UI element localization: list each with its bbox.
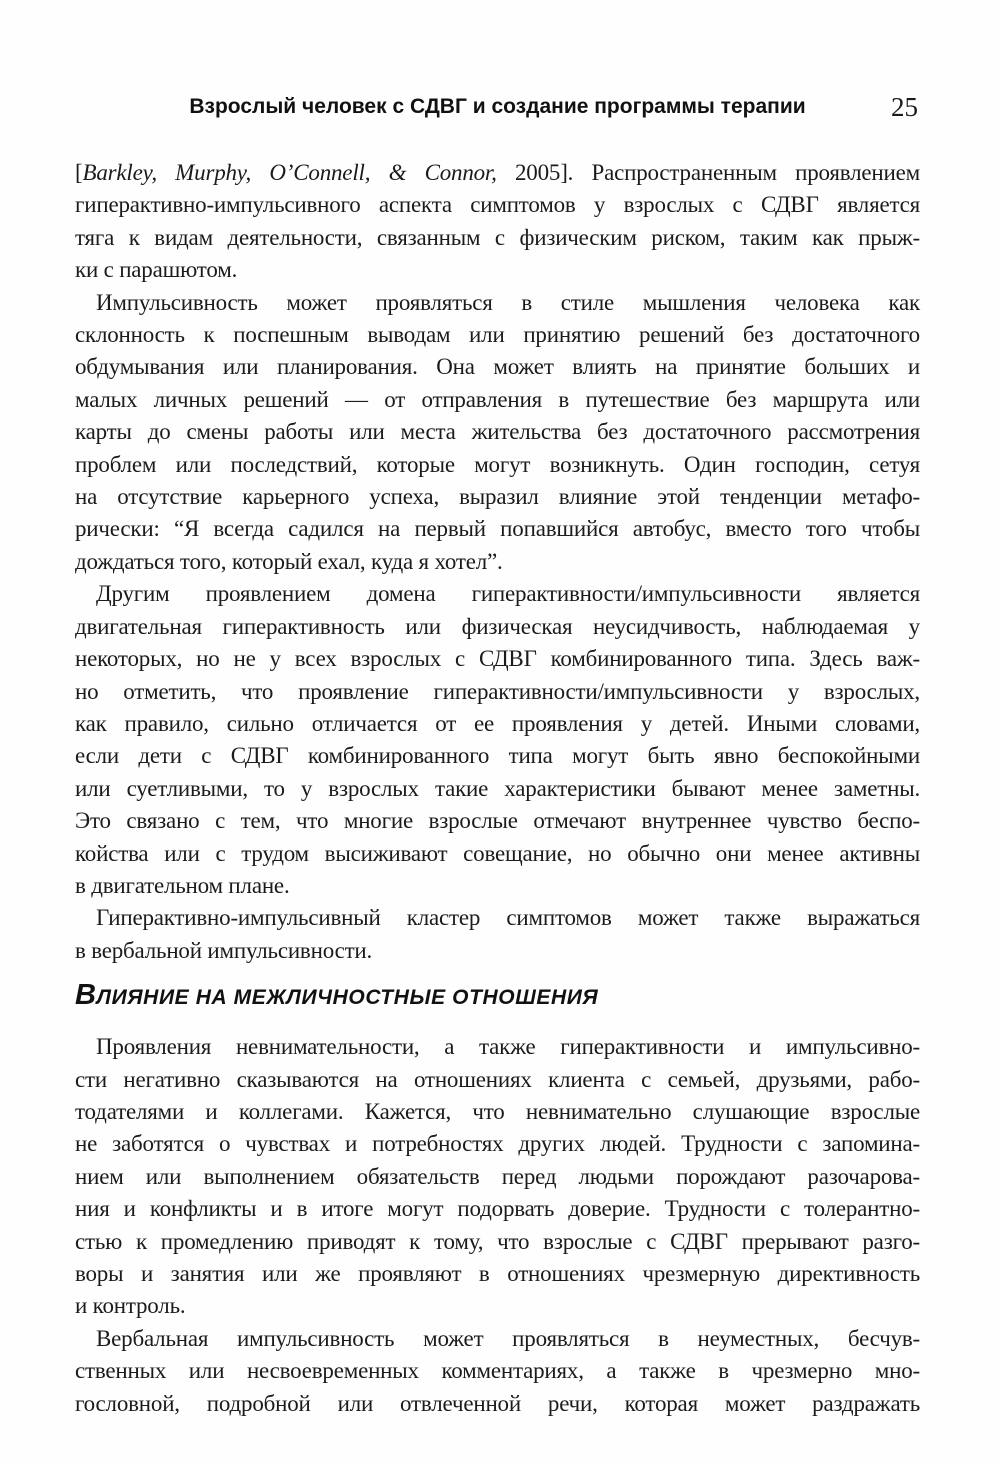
text-line: тодателями и коллегами. Кажется, что невнимательно слушающие взрослые <box>75 1098 920 1124</box>
text-line: Это связано с тем, что многие взрослые отмечают внутреннее чувство беспо- <box>75 808 920 834</box>
text-line: или суетливыми, то у взрослых такие характеристики бывают менее заметны. <box>75 775 920 801</box>
text-line: двигательная гиперактивность или физическая неусидчивость, наблюдаемая у <box>75 613 920 639</box>
text-line: в двигательном плане. <box>75 872 290 898</box>
page-number: 25 <box>891 92 918 122</box>
text-line: не заботятся о чувствах и потребностях других людей. Трудности с запомина- <box>75 1131 920 1157</box>
text-line: если дети с СДВГ комбинированного типа могут быть явно беспокойными <box>75 743 920 769</box>
text-line: карты до смены работы или места жительства без достаточного рассмотрения <box>75 419 920 445</box>
text-line: гословной, подробной или отвлеченной речи, которая может раздражать <box>75 1390 920 1416</box>
chapter-title: Взрослый человек с СДВГ и создание программы терапии <box>189 95 806 118</box>
text-line: тяга к видам деятельности, связанным с физическим риском, таким как прыж- <box>75 224 920 250</box>
paragraph <box>75 287 920 579</box>
text-line: проблем или последствий, которые могут возникнуть. Один господин, сетуя <box>75 451 920 477</box>
running-header <box>75 92 920 124</box>
paragraph <box>75 1031 920 1323</box>
text-line: гиперактивно-импульсивного аспекта симптомов у взрослых с СДВГ является <box>75 192 920 218</box>
text-line: ния и конфликты и в итоге могут подорвать доверие. Трудности с толерантно- <box>75 1196 920 1222</box>
text-line: рически: “Я всегда садился на первый попавшийся автобус, вместо того чтобы <box>75 516 920 542</box>
text-line: [Barkley, Murphy, O’Connell, & Connor, 2005]. Распространенным проявлением <box>75 160 920 185</box>
text-line: ки с парашютом. <box>75 257 238 283</box>
text-line: воры и занятия или же проявляют в отношениях чрезмерную директивность <box>75 1261 920 1286</box>
page-body <box>75 157 920 1420</box>
paragraph <box>75 157 920 287</box>
text-line: нием или выполнением обязательств перед людьми порождают разочарова- <box>75 1163 920 1189</box>
text-line: койства или с трудом высиживают совещание, но обычно они менее активны <box>75 840 920 866</box>
text-line: стью к промедлению приводят к тому, что взрослые с СДВГ прерывают разго- <box>75 1228 920 1254</box>
text-line: склонность к поспешным выводам или принятию решений без достаточного <box>75 322 920 348</box>
text-line: некоторых, но не у всех взрослых с СДВГ комбинированного типа. Здесь важ- <box>75 646 920 672</box>
text-line: ственных или несвоевременных комментариях, а также в чрезмерно мно- <box>75 1358 920 1384</box>
text-line: Вербальная импульсивность может проявляться в неуместных, бесчув- <box>96 1325 920 1351</box>
text-line: малых личных решений — от отправления в путешествие без маршрута или <box>75 386 920 412</box>
text-line: Импульсивность может проявляться в стиле мышления человека как <box>96 289 920 315</box>
text-line: и контроль. <box>75 1293 186 1319</box>
text-line: на отсутствие карьерного успеха, выразил влияние этой тенденции метафо- <box>75 484 920 510</box>
text-line: Проявления невнимательности, а также гиперактивности и импульсивно- <box>96 1034 920 1060</box>
paragraph <box>75 902 920 967</box>
section-heading: ВЛИЯНИЕ НА МЕЖЛИЧНОСТНЫЕ ОТНОШЕНИЯ <box>75 979 599 1012</box>
text-line: в вербальной импульсивности. <box>75 937 373 963</box>
paragraph <box>75 578 920 902</box>
paragraph <box>75 1323 920 1420</box>
text-line: но отметить, что проявление гиперактивности/импульсивности у взрослых, <box>75 678 920 704</box>
text-line: дождаться того, который ехал, куда я хотел”. <box>75 548 503 574</box>
text-line: как правило, сильно отличается от ее проявления у детей. Иными словами, <box>75 710 920 736</box>
text-line: Другим проявлением домена гиперактивности/импульсивности является <box>96 581 920 607</box>
text-line: сти негативно сказываются на отношениях клиента с семьей, друзьями, рабо- <box>75 1066 920 1092</box>
text-line: Гиперактивно-импульсивный кластер симптомов может также выражаться <box>96 905 920 931</box>
text-line: обдумывания или планирования. Она может влиять на принятие больших и <box>75 354 920 380</box>
